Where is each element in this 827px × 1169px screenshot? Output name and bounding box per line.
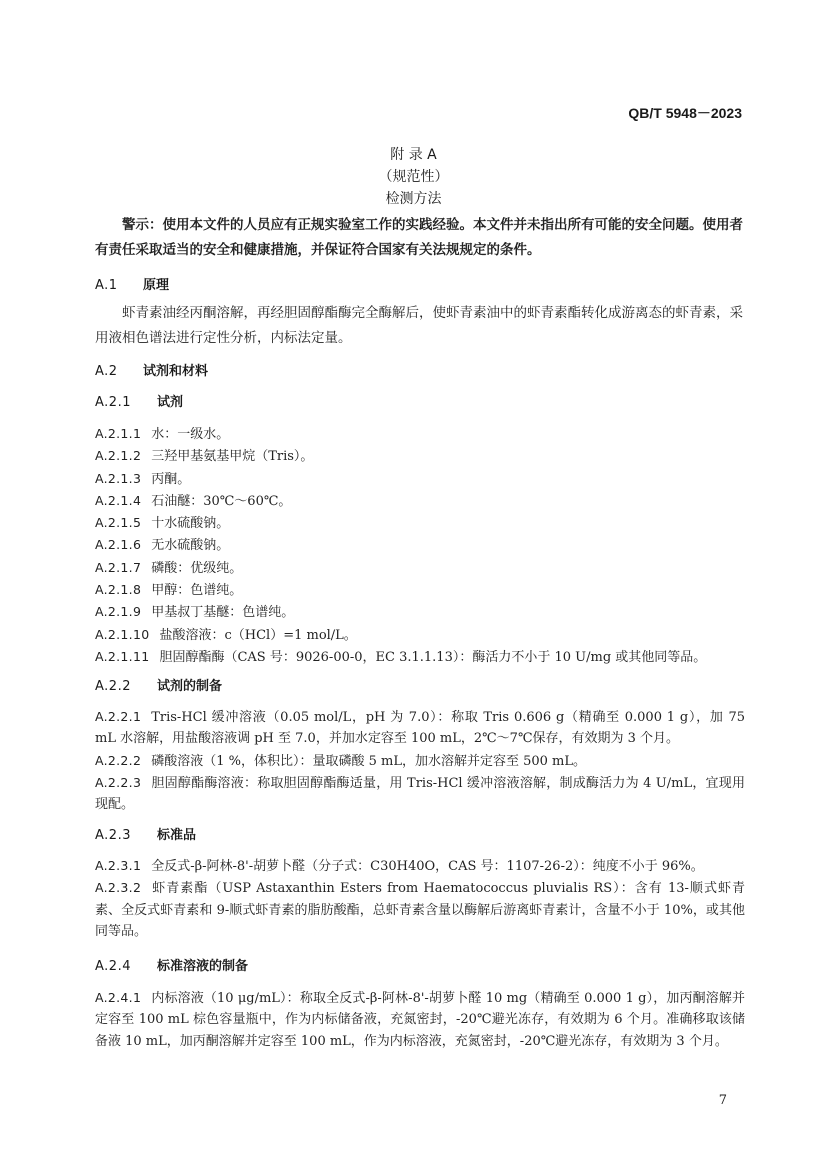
section-title: 试剂和材料	[143, 364, 209, 379]
section-a23-heading	[95, 824, 196, 843]
section-title: 试剂	[157, 395, 184, 410]
list-item	[95, 579, 745, 601]
item-text: 丙酮。	[151, 471, 191, 487]
item-number: A.2.1.9	[95, 604, 142, 620]
warning-paragraph	[95, 213, 743, 263]
preparation-list	[95, 706, 745, 815]
list-item	[95, 557, 745, 579]
item-number: A.2.3.1	[95, 858, 142, 873]
item-number: A.2.1.6	[95, 537, 142, 553]
item-number: A.2.1.5	[95, 515, 142, 531]
section-number: A.2.1	[95, 395, 131, 410]
item-text: 甲醇：色谱纯。	[151, 583, 243, 599]
item-text: 全反式-β-阿林-8'-胡萝卜醛（分子式：C30H40O，CAS 号：1107-26-2）：纯度不小于 96%。	[151, 859, 704, 874]
standard-number: QB/T 5948－2023	[628, 105, 742, 121]
list-item	[95, 987, 745, 1052]
item-text: 十水硫酸钠。	[151, 516, 230, 532]
principle-text: 虾青素油经丙酮溶解，再经胆固醇酯酶完全酶解后，使虾青素油中的虾青素酯转化成游离态的虾青素，采用液相色谱法进行定性分析，内标法定量。	[95, 305, 743, 346]
appendix-title: 附 录 A	[390, 147, 437, 163]
section-a22-heading	[95, 675, 222, 694]
item-number: A.2.4.1	[95, 990, 142, 1005]
section-a21-heading	[95, 391, 183, 410]
section-a24-heading	[95, 955, 248, 974]
list-item	[95, 750, 745, 772]
section-a2-heading	[95, 360, 208, 379]
list-item	[95, 534, 745, 556]
list-item	[95, 624, 745, 646]
list-item	[95, 646, 745, 668]
item-number: A.2.3.2	[95, 880, 142, 896]
section-number: A.2.3	[95, 828, 131, 843]
item-text: 胆固醇酯酶（CAS 号：9026-00-0，EC 3.1.1.13）：酶活力不小于 10 U/mg 或其他同等品。	[159, 649, 707, 665]
section-title: 标准溶液的制备	[157, 959, 249, 974]
item-number: A.2.1.7	[95, 559, 142, 575]
item-text: 甲基叔丁基醚：色谱纯。	[151, 605, 295, 621]
section-a1-heading	[95, 274, 169, 293]
item-text: 胆固醇酯酶溶液：称取胆固醇酯酶适量，用 Tris-HCl 缓冲溶液溶解，制成酶活力为 4 U/mL，宜现用现配。	[95, 775, 745, 813]
warning-text: 使用本文件的人员应有正规实验室工作的实践经验。本文件并未指出所有可能的安全问题。使用者有责任采取适当的安全和健康措施，并保证符合国家有关法规规定的条件。	[95, 217, 743, 258]
item-number: A.2.1.11	[95, 648, 150, 664]
item-number: A.2.2.3	[95, 774, 142, 790]
item-text: 盐酸溶液：c（HCl）=1 mol/L。	[159, 627, 357, 643]
appendix-type: （规范性）	[378, 169, 449, 185]
section-number: A.2.4	[95, 959, 131, 974]
item-number: A.2.1.1	[95, 426, 142, 441]
section-title: 标准品	[157, 828, 197, 843]
list-item	[95, 512, 745, 534]
item-number: A.2.2.1	[95, 709, 142, 724]
list-item	[95, 490, 745, 512]
warning-label: 警示：	[122, 217, 163, 233]
item-text: 石油醚：30℃～60℃。	[151, 493, 292, 509]
item-text: 磷酸：优级纯。	[151, 560, 243, 576]
list-item	[95, 706, 745, 750]
item-text: 无水硫酸钠。	[151, 538, 230, 554]
solutions-list	[95, 987, 745, 1052]
section-number: A.2	[95, 364, 118, 379]
list-item	[95, 877, 745, 942]
page-number: 7	[718, 1093, 727, 1108]
section-title: 试剂的制备	[157, 679, 223, 694]
item-number: A.2.1.10	[95, 626, 150, 642]
section-title: 原理	[143, 278, 170, 293]
item-text: 三羟甲基氨基甲烷（Tris）。	[151, 449, 314, 465]
item-text: 水：一级水。	[151, 427, 230, 442]
item-number: A.2.1.8	[95, 582, 142, 598]
section-number: A.2.2	[95, 679, 131, 694]
reagent-list	[95, 423, 745, 668]
item-text: 磷酸溶液（1 %，体积比）：量取磷酸 5 mL，加水溶解并定容至 500 mL。	[151, 753, 587, 769]
item-text: 内标溶液（10 μg/mL）：称取全反式-β-阿林-8'-胡萝卜醛 10 mg（精确至 0.000 1 g），加丙酮溶解并定容至 100 mL 棕色容量瓶中，作为内标储备液，充氮密封，-20℃避光冻存，有效期为 6 个月。准确移取该储备液 10 mL，加丙酮溶解并定容至 100 mL，作为内标溶液，充氮密封，-20℃避光冻存，有效期为 3 个月。	[95, 991, 745, 1049]
list-item	[95, 468, 745, 490]
list-item	[95, 601, 745, 623]
appendix-name: 检测方法	[385, 191, 442, 207]
list-item	[95, 445, 745, 467]
item-text: 虾青素酯（USP Astaxanthin Esters from Haematococcus pluvialis RS）：含有 13-顺式虾青素、全反式虾青素和 9-顺式虾青素的脂肪酸酯，总虾青素含量以酶解后游离虾青素计，含量不小于 10%，或其他同等品。	[95, 881, 745, 939]
item-number: A.2.1.4	[95, 492, 142, 508]
section-number: A.1	[95, 278, 118, 293]
list-item	[95, 855, 745, 877]
standards-list	[95, 855, 745, 942]
item-number: A.2.2.2	[95, 752, 142, 768]
list-item	[95, 772, 745, 816]
list-item	[95, 423, 745, 445]
item-number: A.2.1.2	[95, 448, 142, 464]
item-text: Tris-HCl 缓冲溶液（0.05 mol/L，pH 为 7.0）：称取 Tris 0.606 g（精确至 0.000 1 g），加 75 mL 水溶解，用盐酸溶液调 pH 至 7.0，并加水定容至 100 mL，2℃～7℃保存，有效期为 3 个月。	[95, 710, 745, 747]
item-number: A.2.1.3	[95, 470, 142, 486]
